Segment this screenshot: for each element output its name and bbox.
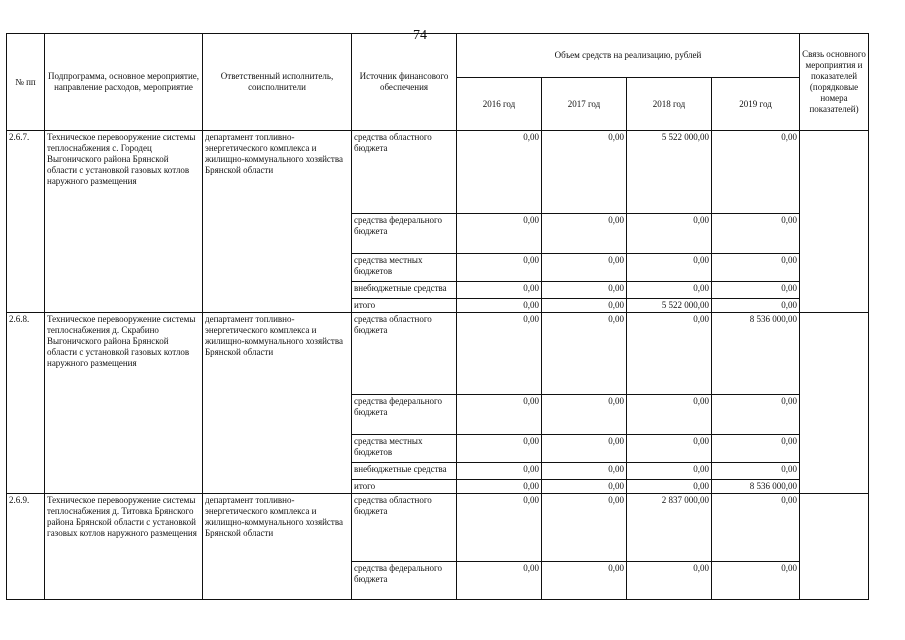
row-value: 0,00 bbox=[712, 254, 800, 282]
row-source-total: итого bbox=[352, 480, 457, 494]
header-responsible: Ответственный исполнитель, соисполнители bbox=[203, 34, 352, 131]
row-value: 0,00 bbox=[627, 214, 712, 254]
row-source: средства областного бюджета bbox=[352, 494, 457, 562]
row-value: 0,00 bbox=[627, 395, 712, 435]
row-value: 0,00 bbox=[627, 282, 712, 299]
row-value: 0,00 bbox=[457, 494, 542, 562]
row-value: 0,00 bbox=[542, 282, 627, 299]
row-responsible: департамент топливно-энергетического комплекса и жилищно-коммунального хозяйства Брянской области bbox=[203, 494, 352, 600]
row-value: 0,00 bbox=[457, 131, 542, 214]
table-row bbox=[7, 131, 869, 214]
row-value: 0,00 bbox=[712, 562, 800, 600]
header-row bbox=[7, 34, 869, 78]
row-responsible: департамент топливно-энергетического комплекса и жилищно-коммунального хозяйства Брянской области bbox=[203, 131, 352, 313]
header-year: 2019 год bbox=[712, 78, 800, 131]
row-num: 2.6.7. bbox=[7, 131, 45, 313]
row-value: 0,00 bbox=[542, 463, 627, 480]
row-source: средства местных бюджетов bbox=[352, 254, 457, 282]
row-link bbox=[800, 131, 869, 313]
row-source: средства федерального бюджета bbox=[352, 562, 457, 600]
row-value: 0,00 bbox=[627, 435, 712, 463]
row-value: 0,00 bbox=[712, 395, 800, 435]
header-num: № пп bbox=[7, 34, 45, 131]
row-program: Техническое перевооружение системы теплоснабжения д. Скрабино Выгоничского района Брянской области с установкой газовых котлов наружного размещения bbox=[45, 313, 203, 494]
row-value: 0,00 bbox=[457, 214, 542, 254]
row-value: 0,00 bbox=[627, 562, 712, 600]
row-program: Техническое перевооружение системы теплоснабжения с. Городец Выгоничского района Брянской области с установкой газовых котлов наружного размещения bbox=[45, 131, 203, 313]
row-source: внебюджетные средства bbox=[352, 282, 457, 299]
table-row bbox=[7, 313, 869, 395]
row-source: средства областного бюджета bbox=[352, 313, 457, 395]
row-value: 0,00 bbox=[712, 131, 800, 214]
header-source: Источник финансового обеспечения bbox=[352, 34, 457, 131]
row-source: средства местных бюджетов bbox=[352, 435, 457, 463]
row-value: 0,00 bbox=[457, 299, 542, 313]
row-source: средства федерального бюджета bbox=[352, 395, 457, 435]
row-value: 0,00 bbox=[542, 562, 627, 600]
row-value: 0,00 bbox=[627, 254, 712, 282]
row-value: 5 522 000,00 bbox=[627, 131, 712, 214]
row-num: 2.6.8. bbox=[7, 313, 45, 494]
row-value: 5 522 000,00 bbox=[627, 299, 712, 313]
row-value: 0,00 bbox=[457, 480, 542, 494]
table-row bbox=[7, 494, 869, 562]
row-value: 0,00 bbox=[457, 254, 542, 282]
row-value: 0,00 bbox=[542, 299, 627, 313]
header-year: 2018 год bbox=[627, 78, 712, 131]
row-value: 0,00 bbox=[457, 282, 542, 299]
header-year: 2017 год bbox=[542, 78, 627, 131]
row-value: 0,00 bbox=[712, 435, 800, 463]
row-value: 0,00 bbox=[627, 480, 712, 494]
row-value: 0,00 bbox=[542, 131, 627, 214]
row-link bbox=[800, 494, 869, 600]
row-value: 0,00 bbox=[712, 214, 800, 254]
row-value: 0,00 bbox=[457, 313, 542, 395]
row-value: 0,00 bbox=[627, 313, 712, 395]
row-value: 0,00 bbox=[457, 463, 542, 480]
header-program: Подпрограмма, основное мероприятие, направление расходов, мероприятие bbox=[45, 34, 203, 131]
row-value: 8 536 000,00 bbox=[712, 313, 800, 395]
row-source: внебюджетные средства bbox=[352, 463, 457, 480]
row-value: 0,00 bbox=[542, 480, 627, 494]
row-value: 0,00 bbox=[542, 494, 627, 562]
row-responsible: департамент топливно-энергетического комплекса и жилищно-коммунального хозяйства Брянской области bbox=[203, 313, 352, 494]
row-source: средства областного бюджета bbox=[352, 131, 457, 214]
row-value: 0,00 bbox=[542, 313, 627, 395]
row-num: 2.6.9. bbox=[7, 494, 45, 600]
row-value: 0,00 bbox=[457, 435, 542, 463]
header-year: 2016 год bbox=[457, 78, 542, 131]
row-link bbox=[800, 313, 869, 494]
budget-table bbox=[6, 33, 869, 600]
row-value: 0,00 bbox=[712, 299, 800, 313]
header-link: Связь основного мероприятия и показателей (порядковые номера показателей) bbox=[800, 34, 869, 131]
row-value: 8 536 000,00 bbox=[712, 480, 800, 494]
row-value: 2 837 000,00 bbox=[627, 494, 712, 562]
row-value: 0,00 bbox=[542, 254, 627, 282]
row-source: средства федерального бюджета bbox=[352, 214, 457, 254]
page-number: 74 bbox=[413, 28, 427, 43]
row-value: 0,00 bbox=[712, 463, 800, 480]
row-value: 0,00 bbox=[457, 395, 542, 435]
row-program: Техническое перевооружение системы теплоснабжения д. Титовка Брянского района Брянской области с установкой газовых котлов наружного размещения bbox=[45, 494, 203, 600]
row-value: 0,00 bbox=[542, 435, 627, 463]
row-value: 0,00 bbox=[542, 214, 627, 254]
row-value: 0,00 bbox=[712, 282, 800, 299]
row-source-total: итого bbox=[352, 299, 457, 313]
row-value: 0,00 bbox=[627, 463, 712, 480]
header-volume: Объем средств на реализацию, рублей bbox=[457, 34, 800, 78]
row-value: 0,00 bbox=[457, 562, 542, 600]
row-value: 0,00 bbox=[712, 494, 800, 562]
row-value: 0,00 bbox=[542, 395, 627, 435]
